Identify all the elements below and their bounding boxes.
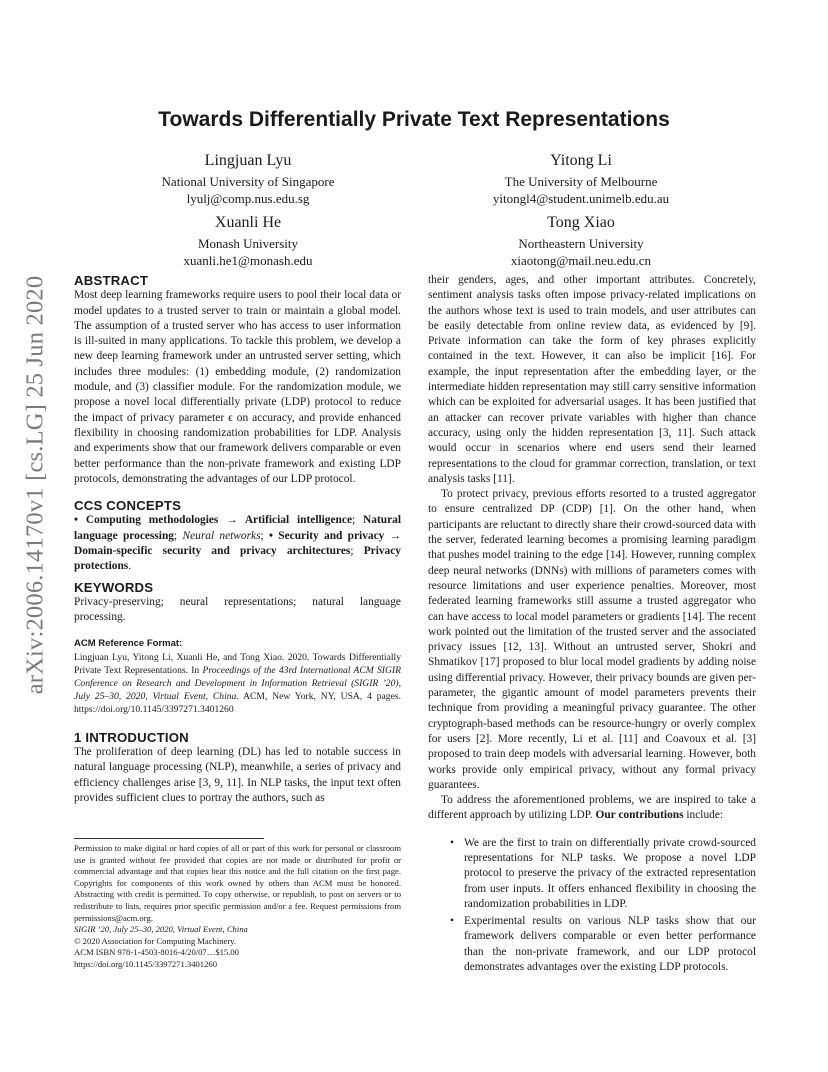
ccs-heading: CCS CONCEPTS [74, 498, 182, 514]
author-name: Lingjuan Lyu [204, 152, 292, 169]
introduction-heading: 1 INTRODUCTION [74, 729, 189, 745]
acm-reference-heading: ACM Reference Format: [74, 637, 183, 649]
author-email[interactable]: xuanli.he1@monash.edu [183, 253, 313, 268]
keywords-heading: KEYWORDS [74, 579, 154, 595]
author-block [118, 213, 378, 269]
footnote-doi[interactable]: https://doi.org/10.1145/3397271.3401260 [74, 958, 217, 969]
footnote-copyright: © 2020 Association for Computing Machinery. [74, 935, 237, 946]
ccs-concept: Neural networks [182, 529, 261, 542]
ccs-concept: • Computing methodologies → Artificial intelligence [74, 514, 353, 527]
introduction-paragraph: their genders, ages, and other important attributes. Concretely, sentiment analysis tasks often impose privacy-related implications on the authors whose text is used to train models, and user attributes can be easily detectable from online review data, as evidenced by [9]. Private information can take the form of key phrases explicitly contained in the text. However, it can also be implicit [16]. For example, the input representation after the embedding layer, or the intermediate hidden representation may still carry sensitive information which can be exploited for adversarial usages. It has been justified that an attacker can recover private variables with higher than chance accuracy, using only the hidden representation [3, 11]. Such attack would occur in scenarios where end users send their learned representations to the cloud for grammar correction, translation, or text analysis tasks [11]. [428, 274, 756, 485]
reference-venue: Proceedings of the 43rd International ACM SIGIR Conference on Research and Development in Information Retrieval (SIGIR ’20), July 25–30, 2020, Virtual Event, China. [74, 664, 401, 702]
author-block [451, 151, 711, 207]
introduction-paragraph: To address the aforementioned problems, we are inspired to take a different approach by utilizing LDP. Our contributions include: [428, 794, 756, 822]
arxiv-stamp [14, 275, 56, 695]
introduction-text: The proliferation of deep learning (DL) has led to notable success in natural language processing (NLP), meanwhile, a series of privacy and efficiency challenges arise [3, 9, 11]. In NLP tasks, the input text often provides sufficient clues to portray the authors, such as [74, 746, 401, 805]
author-block [451, 213, 711, 269]
author-name: Tong Xiao [547, 214, 615, 231]
abstract-text: Most deep learning frameworks require users to pool their local data or model updates to a trusted server to train or maintain a global model. The assumption of a trusted server who has access to user information is ill-suited in many applications. To tackle this problem, we develop a new deep learning framework under an untrusted server setting, which includes three modules: (1) embedding module, (2) randomization module, and (3) classifier module. For the randomization module, we propose a novel local differentially private (LDP) protocol to reduce the impact of privacy parameter ϵ on accuracy, and provide enhanced flexibility in choosing randomization probabilities for LDP. Analysis and experiments show that our framework delivers comparable or even better performance than the non-private framework and existing LDP protocols, demonstrating the advantages of our LDP protocol. [74, 289, 401, 485]
acm-reference-text: Lingjuan Lyu, Yitong Li, Xuanli He, and Tong Xiao. 2020. Towards Differentially Private Text Representations. In Proceedings of the 43rd International ACM SIGIR Conference on Research and Development in Information Retrieval (SIGIR ’20), July 25–30, 2020, Virtual Event, China. ACM, New York, NY, USA, 4 pages. https://doi.org/10.1145/3397271.3401260 [74, 651, 401, 715]
author-affiliation: Monash University [197, 236, 299, 251]
introduction-paragraph: To protect privacy, previous efforts resorted to a trusted aggregator to ensure centralized DP (CDP) [1]. On the other hand, when participants are reluctant to directly share their crowd-sourced data with the server, federated learning becomes a promising learning paradigm that pushes model training to the edge [14]. However, running complex deep neural networks (DNNs) with millions of parameters comes with resource limitations and user experience penalties. Moreover, most federated learning frameworks still assume a trusted aggregator who can have access to local model parameters or gradients [14]. The recent work pointed out the limitation of the trusted server and the associated privacy issues [12, 13]. Without an untrusted server, Shokri and Shmatikov [17] proposed to blur local model gradients by adding noise using differential privacy. However, their privacy bounds are given per-parameter, the gigantic amount of model parameters prevents their technique from providing a meaningful privacy guarantee. The other cryptograph-based methods can be resource-hungry or overly complex for users [2]. More recently, Li et al. [11] and Coavoux et al. [3] proposed to train deep models with adversarial learning. However, both works provide only empirical privacy, without any formal privacy guarantees. [428, 488, 756, 791]
left-column [74, 273, 401, 806]
paper-title: Towards Differentially Private Text Representations [158, 108, 670, 131]
ccs-concept: Natural language processing [74, 514, 402, 542]
permission-notice: Permission to make digital or hard copies of all or part of this work for personal or classroom use is granted without fee provided that copies are not made or distributed for profit or commercial advantage and that copies bear this notice and the full citation on the first page. Copyrights for components of this work owned by others than ACM must be honored. Abstracting with credit is permitted. To copy otherwise, or republish, to post on servers or to redistribute to lists, requires prior specific permission and/or a fee. Request permissions from permissions@acm.org. [74, 843, 401, 923]
author-affiliation: Northeastern University [518, 236, 644, 251]
footnote-isbn: ACM ISBN 978-1-4503-8016-4/20/07…$15.00 [74, 947, 239, 958]
footnote-rule [74, 838, 264, 839]
author-email[interactable]: yitongl4@student.unimelb.edu.au [492, 191, 670, 206]
ccs-concept: Privacy protections [74, 545, 402, 573]
abstract-heading: ABSTRACT [74, 273, 149, 288]
right-column [428, 273, 756, 975]
author-affiliation: The University of Melbourne [504, 174, 658, 189]
copyright-footnote [74, 838, 401, 971]
arxiv-stamp-text: arXiv:2006.14170v1 [cs.LG] 25 Jun 2020 [21, 275, 49, 695]
author-block [118, 151, 378, 207]
contributions-list [428, 836, 756, 976]
author-email[interactable]: lyulj@comp.nus.edu.sg [186, 191, 310, 206]
author-name: Yitong Li [550, 152, 612, 169]
author-name: Xuanli He [214, 214, 282, 231]
author-email[interactable]: xiaotong@mail.neu.edu.cn [510, 253, 652, 268]
keywords-text: Privacy-preserving; neural representations; natural language processing. [74, 595, 401, 624]
ccs-concepts: • Computing methodologies → Artificial intelligence; Natural language processing; Neural networks; • Security and privacy → Domain-specific security and privacy architectures; Privacy protections. [74, 514, 402, 573]
list-item: • We are the first to train on differentially private crowd-sourced representations for NLP tasks. We propose a novel LDP protocol to preserve the privacy of the extracted representation from user inputs. It offers enhanced flexibility in choosing the randomization probabilities in LDP. [428, 836, 756, 912]
author-affiliation: National University of Singapore [161, 174, 335, 189]
contributions-label: Our contributions [595, 809, 684, 822]
ccs-concept: • Security and privacy → Domain-specific security and privacy architectures [74, 529, 402, 558]
footnote-venue: SIGIR ’20, July 25–30, 2020, Virtual Event, China [74, 924, 248, 935]
list-item: • Experimental results on various NLP tasks show that our framework delivers comparable or even better performance than the non-private framework, and our LDP protocol demonstrates advantages over the existing LDP protocols. [428, 914, 756, 975]
